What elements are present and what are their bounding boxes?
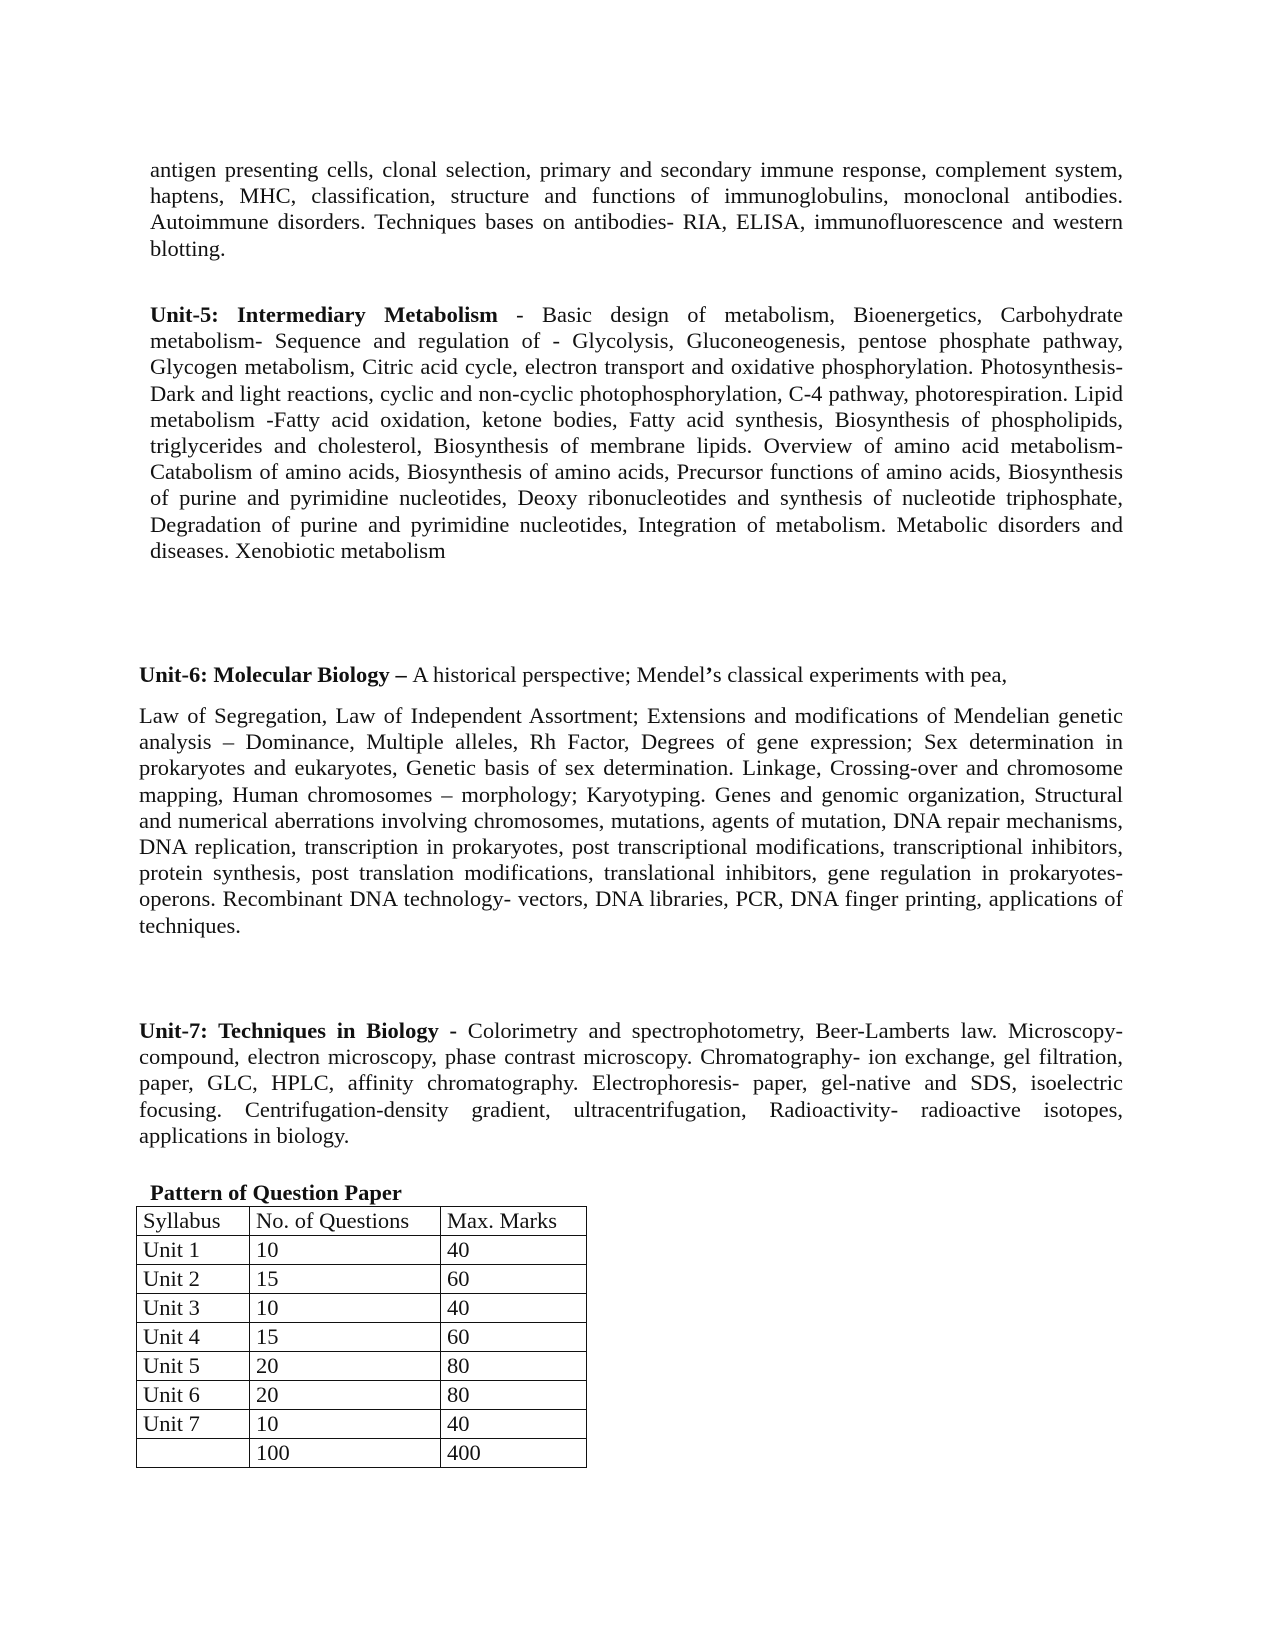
questions-cell: 15 [250,1265,441,1294]
questions-cell: 15 [250,1323,441,1352]
syllabus-cell: Unit 3 [137,1294,250,1323]
unit6-intro-part1: A historical perspective; Mendel [412,662,706,687]
unit6-dash: – [389,662,413,687]
marks-cell: 40 [441,1294,587,1323]
table-row [137,1410,587,1439]
unit6-intro-paragraph [139,662,1123,688]
unit6-body-paragraph: Law of Segregation, Law of Independent Assortment; Extensions and modifications of Mendelian genetic analysis – Dominance, Multiple alleles, Rh Factor, Degrees of gene expression; Sex determination in prokaryotes and eukaryotes, Genetic basis of sex determination. Linkage, Crossing-over and chromosome mapping, Human chromosomes – morphology; Karyotyping. Genes and genomic organization, Structural and numerical aberrations involving chromosomes, mutations, agents of mutation, DNA repair mechanisms, DNA replication, transcription in prokaryotes, post transcriptional modifications, transcriptional inhibitors, protein synthesis, post translation modifications, translational inhibitors, gene regulation in prokaryotes-operons. Recombinant DNA technology- vectors, DNA libraries, PCR, DNA finger printing, applications of techniques. [139,703,1123,938]
syllabus-cell: Unit 6 [137,1381,250,1410]
syllabus-cell: Unit 5 [137,1352,250,1381]
questions-cell: 20 [250,1352,441,1381]
marks-cell: 40 [441,1236,587,1265]
unit5-paragraph [150,302,1123,564]
unit6-heading: Unit-6: Molecular Biology [139,662,390,687]
question-pattern-table [136,1206,587,1468]
unit7-heading: Unit-7: Techniques in Biology - [139,1018,458,1043]
pattern-title: Pattern of Question Paper [150,1180,402,1205]
syllabus-cell: Unit 4 [137,1323,250,1352]
marks-cell: 60 [441,1323,587,1352]
unit5-body: - Basic design of metabolism, Bioenergetics, Carbohydrate metabolism- Sequence and regulation of - Glycolysis, Gluconeogenesis, pentose phosphate pathway, Glycogen metabolism, Citric acid cycle, electron transport and oxidative phosphorylation. Photosynthesis- Dark and light reactions, cyclic and non-cyclic photophosphorylation, C-4 pathway, photorespiration. Lipid metabolism -Fatty acid oxidation, ketone bodies, Fatty acid synthesis, Biosynthesis of phospholipids, triglycerides and cholesterol, Biosynthesis of membrane lipids. Overview of amino acid metabolism- Catabolism of amino acids, Biosynthesis of amino acids, Precursor functions of amino acids, Biosynthesis of purine and pyrimidine nucleotides, Deoxy ribonucleotides and synthesis of nucleotide triphosphate, Degradation of purine and pyrimidine nucleotides, Integration of metabolism. Metabolic disorders and diseases. Xenobiotic metabolism [150,302,1123,563]
questions-cell: 20 [250,1381,441,1410]
marks-cell: 80 [441,1352,587,1381]
marks-cell: 80 [441,1381,587,1410]
table-row [137,1236,587,1265]
table-row [137,1381,587,1410]
question-pattern-table-body [137,1207,587,1468]
column-header-syllabus: Syllabus [137,1207,250,1236]
unit7-paragraph [139,1018,1123,1149]
questions-cell: 10 [250,1294,441,1323]
table-row [137,1323,587,1352]
table-row [137,1439,587,1468]
unit6-apostrophe: ’ [705,662,713,687]
syllabus-cell: Unit 2 [137,1265,250,1294]
questions-cell: 10 [250,1410,441,1439]
questions-cell: 100 [250,1439,441,1468]
table-row [137,1265,587,1294]
syllabus-cell: Unit 1 [137,1236,250,1265]
questions-cell: 10 [250,1236,441,1265]
table-header-row [137,1207,587,1236]
unit7-body: Colorimetry and spectrophotometry, Beer-Lamberts law. Microscopy- compound, electron microscopy, phase contrast microscopy. Chromatography- ion exchange, gel filtration, paper, GLC, HPLC, affinity chromatography. Electrophoresis- paper, gel-native and SDS, isoelectric focusing. Centrifugation-density gradient, ultracentrifugation, Radioactivity- radioactive isotopes, applications in biology. [139,1018,1123,1148]
table-row [137,1352,587,1381]
column-header-marks: Max. Marks [441,1207,587,1236]
marks-cell: 60 [441,1265,587,1294]
table-row [137,1294,587,1323]
marks-cell: 40 [441,1410,587,1439]
column-header-questions: No. of Questions [250,1207,441,1236]
marks-cell: 400 [441,1439,587,1468]
syllabus-cell: Unit 7 [137,1410,250,1439]
unit5-heading: Unit-5: Intermediary Metabolism [150,302,498,327]
unit4-continued-paragraph: antigen presenting cells, clonal selection, primary and secondary immune response, complement system, haptens, MHC, classification, structure and functions of immunoglobulins, monoclonal antibodies. Autoimmune disorders. Techniques bases on antibodies- RIA, ELISA, immunofluorescence and western blotting. [150,157,1123,261]
syllabus-cell [137,1439,250,1468]
unit6-intro-part2: s classical experiments with pea, [712,662,1008,687]
